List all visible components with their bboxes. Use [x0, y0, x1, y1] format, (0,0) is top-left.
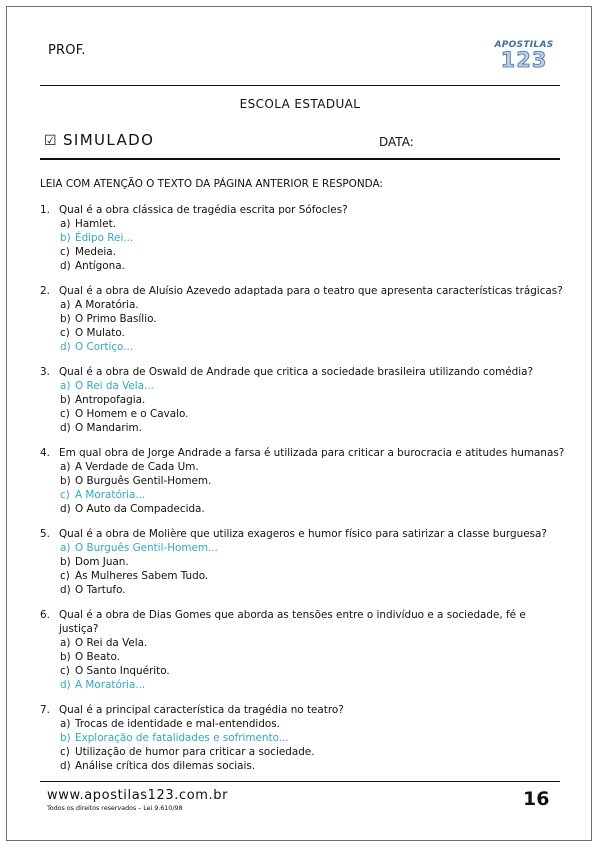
question-text	[40, 608, 565, 636]
option-text: Hamlet.	[75, 218, 116, 230]
question-number: 6.	[40, 609, 50, 621]
option-text: O Primo Basílio.	[75, 313, 157, 325]
question-text	[40, 446, 565, 460]
answer-option[interactable]	[60, 245, 565, 259]
option-text: O Auto da Compadecida.	[75, 503, 205, 515]
question-statement: Qual é a principal característica da tragédia no teatro?	[59, 704, 344, 716]
option-letter: d)	[60, 503, 71, 515]
question-statement: Em qual obra de Jorge Andrade a farsa é utilizada para criticar a burocracia e atitudes humanas?	[59, 447, 565, 459]
option-text: O Beato.	[75, 651, 120, 663]
option-text: Exploração de fatalidades e sofrimento...	[75, 732, 289, 744]
option-letter: a)	[60, 461, 71, 473]
answer-option[interactable]	[60, 379, 565, 393]
answer-option[interactable]	[60, 460, 565, 474]
answer-option[interactable]	[60, 569, 565, 583]
option-text: Análise crítica dos dilemas sociais.	[75, 760, 256, 772]
answer-option[interactable]	[60, 636, 565, 650]
answer-option[interactable]	[60, 541, 565, 555]
simulado-title	[44, 131, 154, 149]
option-letter: a)	[60, 380, 71, 392]
option-list	[40, 717, 565, 773]
option-text: O Burguês Gentil-Homem...	[75, 542, 218, 554]
option-list	[40, 541, 565, 597]
option-list	[40, 379, 565, 435]
footer-rights: Todos os direitos reservados – Lei 9.610/98	[47, 804, 183, 812]
question-sheet	[40, 177, 565, 784]
question-text	[40, 703, 565, 717]
question-7	[40, 703, 565, 773]
option-letter: b)	[60, 394, 71, 406]
question-statement: Qual é a obra de Molière que utiliza exageros e humor físico para satirizar a classe burguesa?	[59, 528, 547, 540]
answer-option[interactable]	[60, 393, 565, 407]
page-number: 16	[523, 788, 550, 810]
title-divider	[40, 158, 560, 160]
question-text	[40, 203, 565, 217]
answer-option[interactable]	[60, 312, 565, 326]
option-letter: d)	[60, 341, 71, 353]
option-letter: a)	[60, 299, 71, 311]
option-letter: b)	[60, 556, 71, 568]
option-text: Édipo Rei...	[75, 232, 134, 244]
option-letter: d)	[60, 760, 71, 772]
answer-option[interactable]	[60, 717, 565, 731]
footer-url[interactable]: www.apostilas123.com.br	[47, 788, 229, 803]
answer-option[interactable]	[60, 555, 565, 569]
option-text: O Homem e o Cavalo.	[75, 408, 189, 420]
answer-option[interactable]	[60, 678, 565, 692]
option-list	[40, 298, 565, 354]
option-list	[40, 460, 565, 516]
option-letter: d)	[60, 260, 71, 272]
question-number: 5.	[40, 528, 50, 540]
option-text: O Tartufo.	[75, 584, 126, 596]
question-4	[40, 446, 565, 516]
option-letter: a)	[60, 542, 71, 554]
question-text	[40, 365, 565, 379]
question-3	[40, 365, 565, 435]
option-letter: a)	[60, 718, 71, 730]
option-letter: a)	[60, 218, 71, 230]
option-list	[40, 217, 565, 273]
question-number: 3.	[40, 366, 50, 378]
question-text	[40, 527, 565, 541]
answer-option[interactable]	[60, 650, 565, 664]
option-text: A Moratória...	[75, 489, 146, 501]
option-letter: c)	[60, 489, 70, 501]
answer-option[interactable]	[60, 326, 565, 340]
answer-option[interactable]	[60, 259, 565, 273]
option-letter: b)	[60, 651, 71, 663]
answer-option[interactable]	[60, 474, 565, 488]
question-number: 4.	[40, 447, 50, 459]
question-2	[40, 284, 565, 354]
logo-top-text: APOSTILAS	[494, 40, 554, 50]
option-text: O Santo Inquérito.	[75, 665, 170, 677]
option-text: O Burguês Gentil-Homem.	[75, 475, 212, 487]
option-text: O Rei da Vela...	[75, 380, 154, 392]
option-text: O Mandarim.	[75, 422, 142, 434]
option-letter: c)	[60, 665, 70, 677]
checkbox-icon: ☑	[44, 133, 58, 149]
answer-option[interactable]	[60, 231, 565, 245]
answer-option[interactable]	[60, 583, 565, 597]
option-letter: c)	[60, 408, 70, 420]
option-text: Antígona.	[75, 260, 125, 272]
answer-option[interactable]	[60, 407, 565, 421]
option-text: Dom Juan.	[75, 556, 129, 568]
prof-label: PROF.	[48, 43, 86, 58]
question-number: 7.	[40, 704, 50, 716]
option-text: Antropofagia.	[75, 394, 146, 406]
option-text: As Mulheres Sabem Tudo.	[75, 570, 209, 582]
option-list	[40, 636, 565, 692]
option-text: O Mulato.	[75, 327, 125, 339]
option-text: O Rei da Vela.	[75, 637, 148, 649]
option-text: O Cortiço...	[75, 341, 134, 353]
simulado-label: SIMULADO	[62, 131, 155, 149]
option-letter: d)	[60, 679, 71, 691]
question-6	[40, 608, 565, 692]
option-letter: b)	[60, 732, 71, 744]
option-letter: c)	[60, 746, 70, 758]
option-letter: c)	[60, 327, 70, 339]
apostilas123-logo	[494, 40, 554, 70]
question-statement: Qual é a obra de Aluísio Azevedo adaptada para o teatro que apresenta características trágicas?	[59, 285, 563, 297]
question-statement: Qual é a obra clássica de tragédia escrita por Sófocles?	[59, 204, 348, 216]
answer-option[interactable]	[60, 217, 565, 231]
question-number: 1.	[40, 204, 50, 216]
header-divider	[40, 85, 560, 86]
answer-option[interactable]	[60, 488, 565, 502]
answer-option[interactable]	[60, 298, 565, 312]
question-1	[40, 203, 565, 273]
question-statement: Qual é a obra de Oswald de Andrade que critica a sociedade brasileira utilizando comédia?	[59, 366, 533, 378]
answer-option[interactable]	[60, 421, 565, 435]
option-letter: c)	[60, 570, 70, 582]
question-statement: Qual é a obra de Dias Gomes que aborda as tensões entre o indivíduo e a sociedade, fé e justiça?	[59, 609, 526, 635]
option-text: Trocas de identidade e mal-entendidos.	[75, 718, 280, 730]
question-list	[40, 203, 565, 773]
option-text: A Verdade de Cada Um.	[75, 461, 199, 473]
answer-option[interactable]	[60, 759, 565, 773]
question-text	[40, 284, 565, 298]
answer-option[interactable]	[60, 664, 565, 678]
instruction-text: LEIA COM ATENÇÃO O TEXTO DA PÁGINA ANTERIOR E RESPONDA:	[40, 178, 383, 190]
option-text: A Moratória...	[75, 679, 146, 691]
answer-option[interactable]	[60, 731, 565, 745]
option-letter: a)	[60, 637, 71, 649]
question-5	[40, 527, 565, 597]
option-letter: c)	[60, 246, 70, 258]
option-letter: b)	[60, 475, 71, 487]
option-letter: d)	[60, 422, 71, 434]
date-label: DATA:	[379, 135, 414, 149]
option-text: A Moratória.	[75, 299, 139, 311]
option-letter: d)	[60, 584, 71, 596]
answer-option[interactable]	[60, 745, 565, 759]
logo-number: 123	[500, 48, 548, 72]
option-text: Medeia.	[75, 246, 116, 258]
school-name: ESCOLA ESTADUAL	[239, 97, 361, 111]
option-letter: b)	[60, 313, 71, 325]
question-number: 2.	[40, 285, 50, 297]
answer-option[interactable]	[60, 502, 565, 516]
answer-option[interactable]	[60, 340, 565, 354]
option-letter: b)	[60, 232, 71, 244]
option-text: Utilização de humor para criticar a sociedade.	[75, 746, 315, 758]
footer-divider	[40, 781, 560, 782]
